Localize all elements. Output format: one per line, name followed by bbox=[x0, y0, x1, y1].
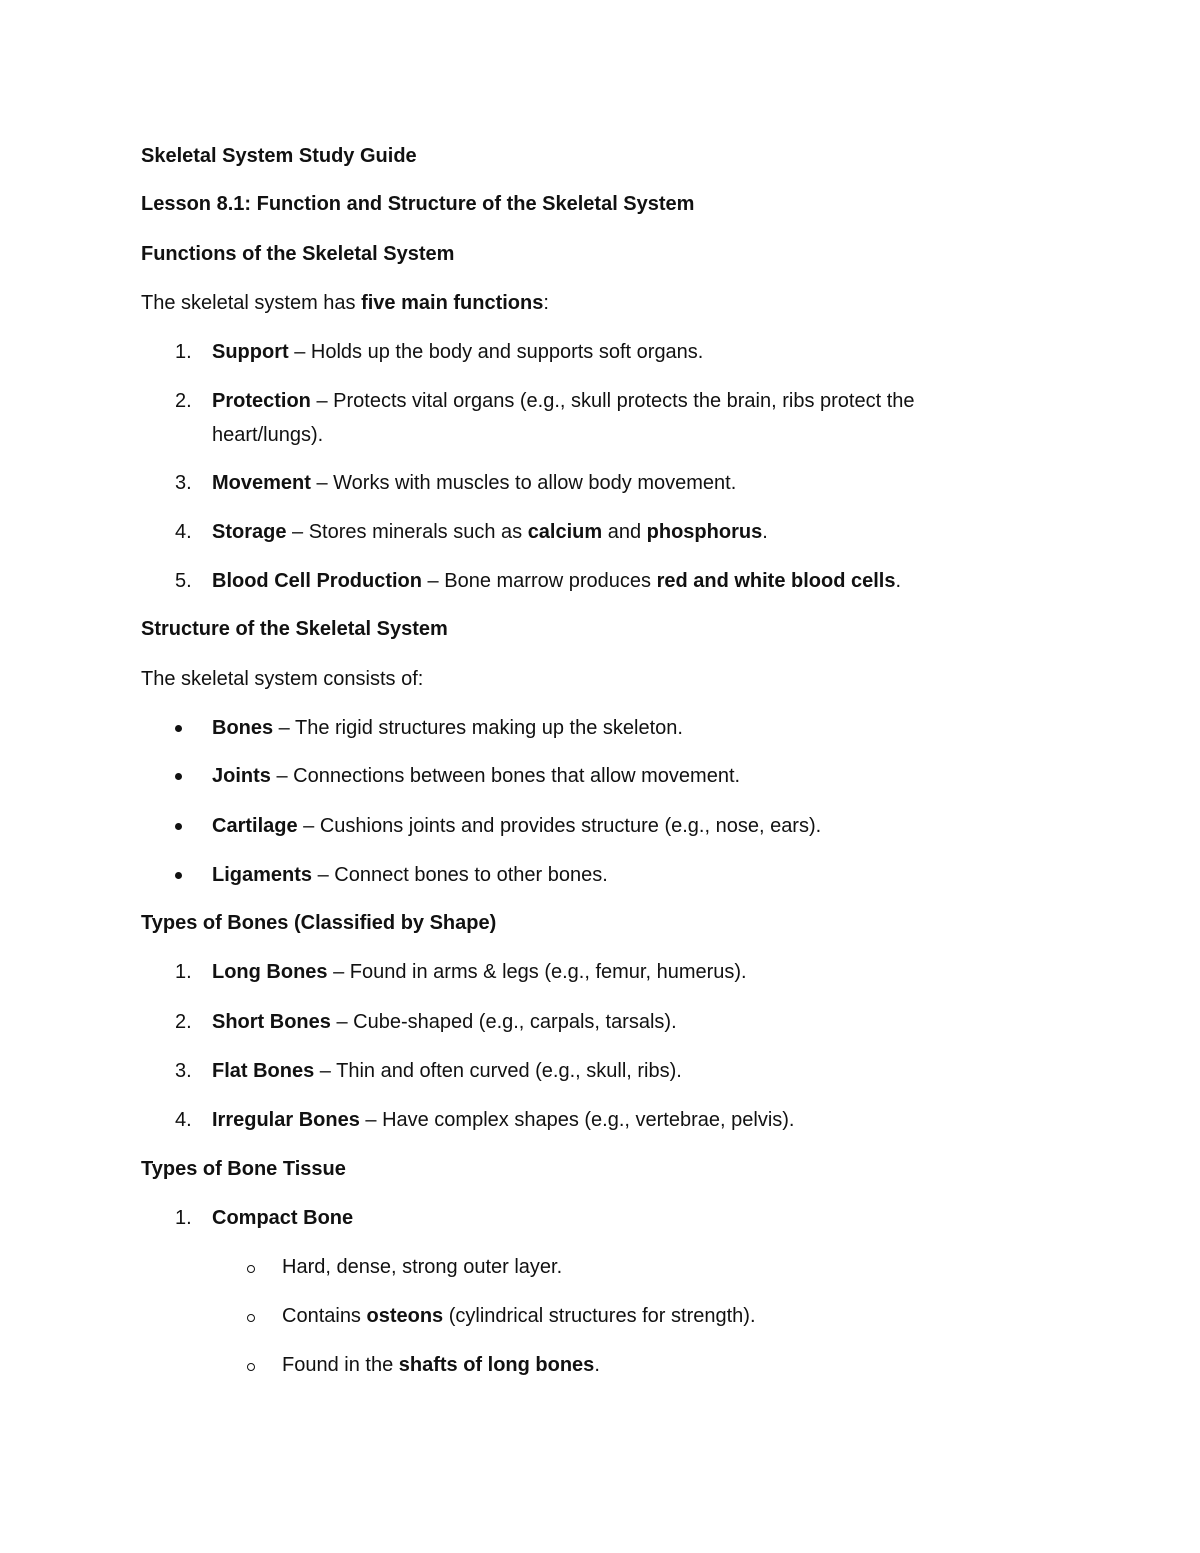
list-marker: 3. bbox=[175, 1060, 192, 1082]
list-marker: 1. bbox=[175, 1207, 192, 1229]
bullet-icon bbox=[175, 773, 182, 780]
circle-bullet-icon bbox=[247, 1265, 255, 1273]
list-marker: 1. bbox=[175, 961, 192, 983]
bone-types-heading: Types of Bones (Classified by Shape) bbox=[141, 912, 497, 934]
list-marker: 3. bbox=[175, 472, 192, 494]
functions-heading: Functions of the Skeletal System bbox=[141, 243, 455, 265]
list-marker: 2. bbox=[175, 1011, 192, 1033]
bone-tissue-heading: Types of Bone Tissue bbox=[141, 1158, 346, 1180]
functions-intro: The skeletal system has five main functions: bbox=[141, 292, 549, 314]
list-marker: 1. bbox=[175, 341, 192, 363]
lesson-heading: Lesson 8.1: Function and Structure of the Skeletal System bbox=[141, 193, 695, 215]
structure-heading: Structure of the Skeletal System bbox=[141, 618, 448, 640]
list-marker: 4. bbox=[175, 1109, 192, 1131]
bullet-icon bbox=[175, 725, 182, 732]
structure-intro: The skeletal system consists of: bbox=[141, 668, 424, 690]
circle-bullet-icon bbox=[247, 1363, 255, 1371]
page-title: Skeletal System Study Guide bbox=[141, 145, 417, 167]
bullet-icon bbox=[175, 872, 182, 879]
circle-bullet-icon bbox=[247, 1314, 255, 1322]
list-marker: 4. bbox=[175, 521, 192, 543]
bullet-icon bbox=[175, 823, 182, 830]
list-marker: 5. bbox=[175, 570, 192, 592]
list-marker: 2. bbox=[175, 390, 192, 412]
